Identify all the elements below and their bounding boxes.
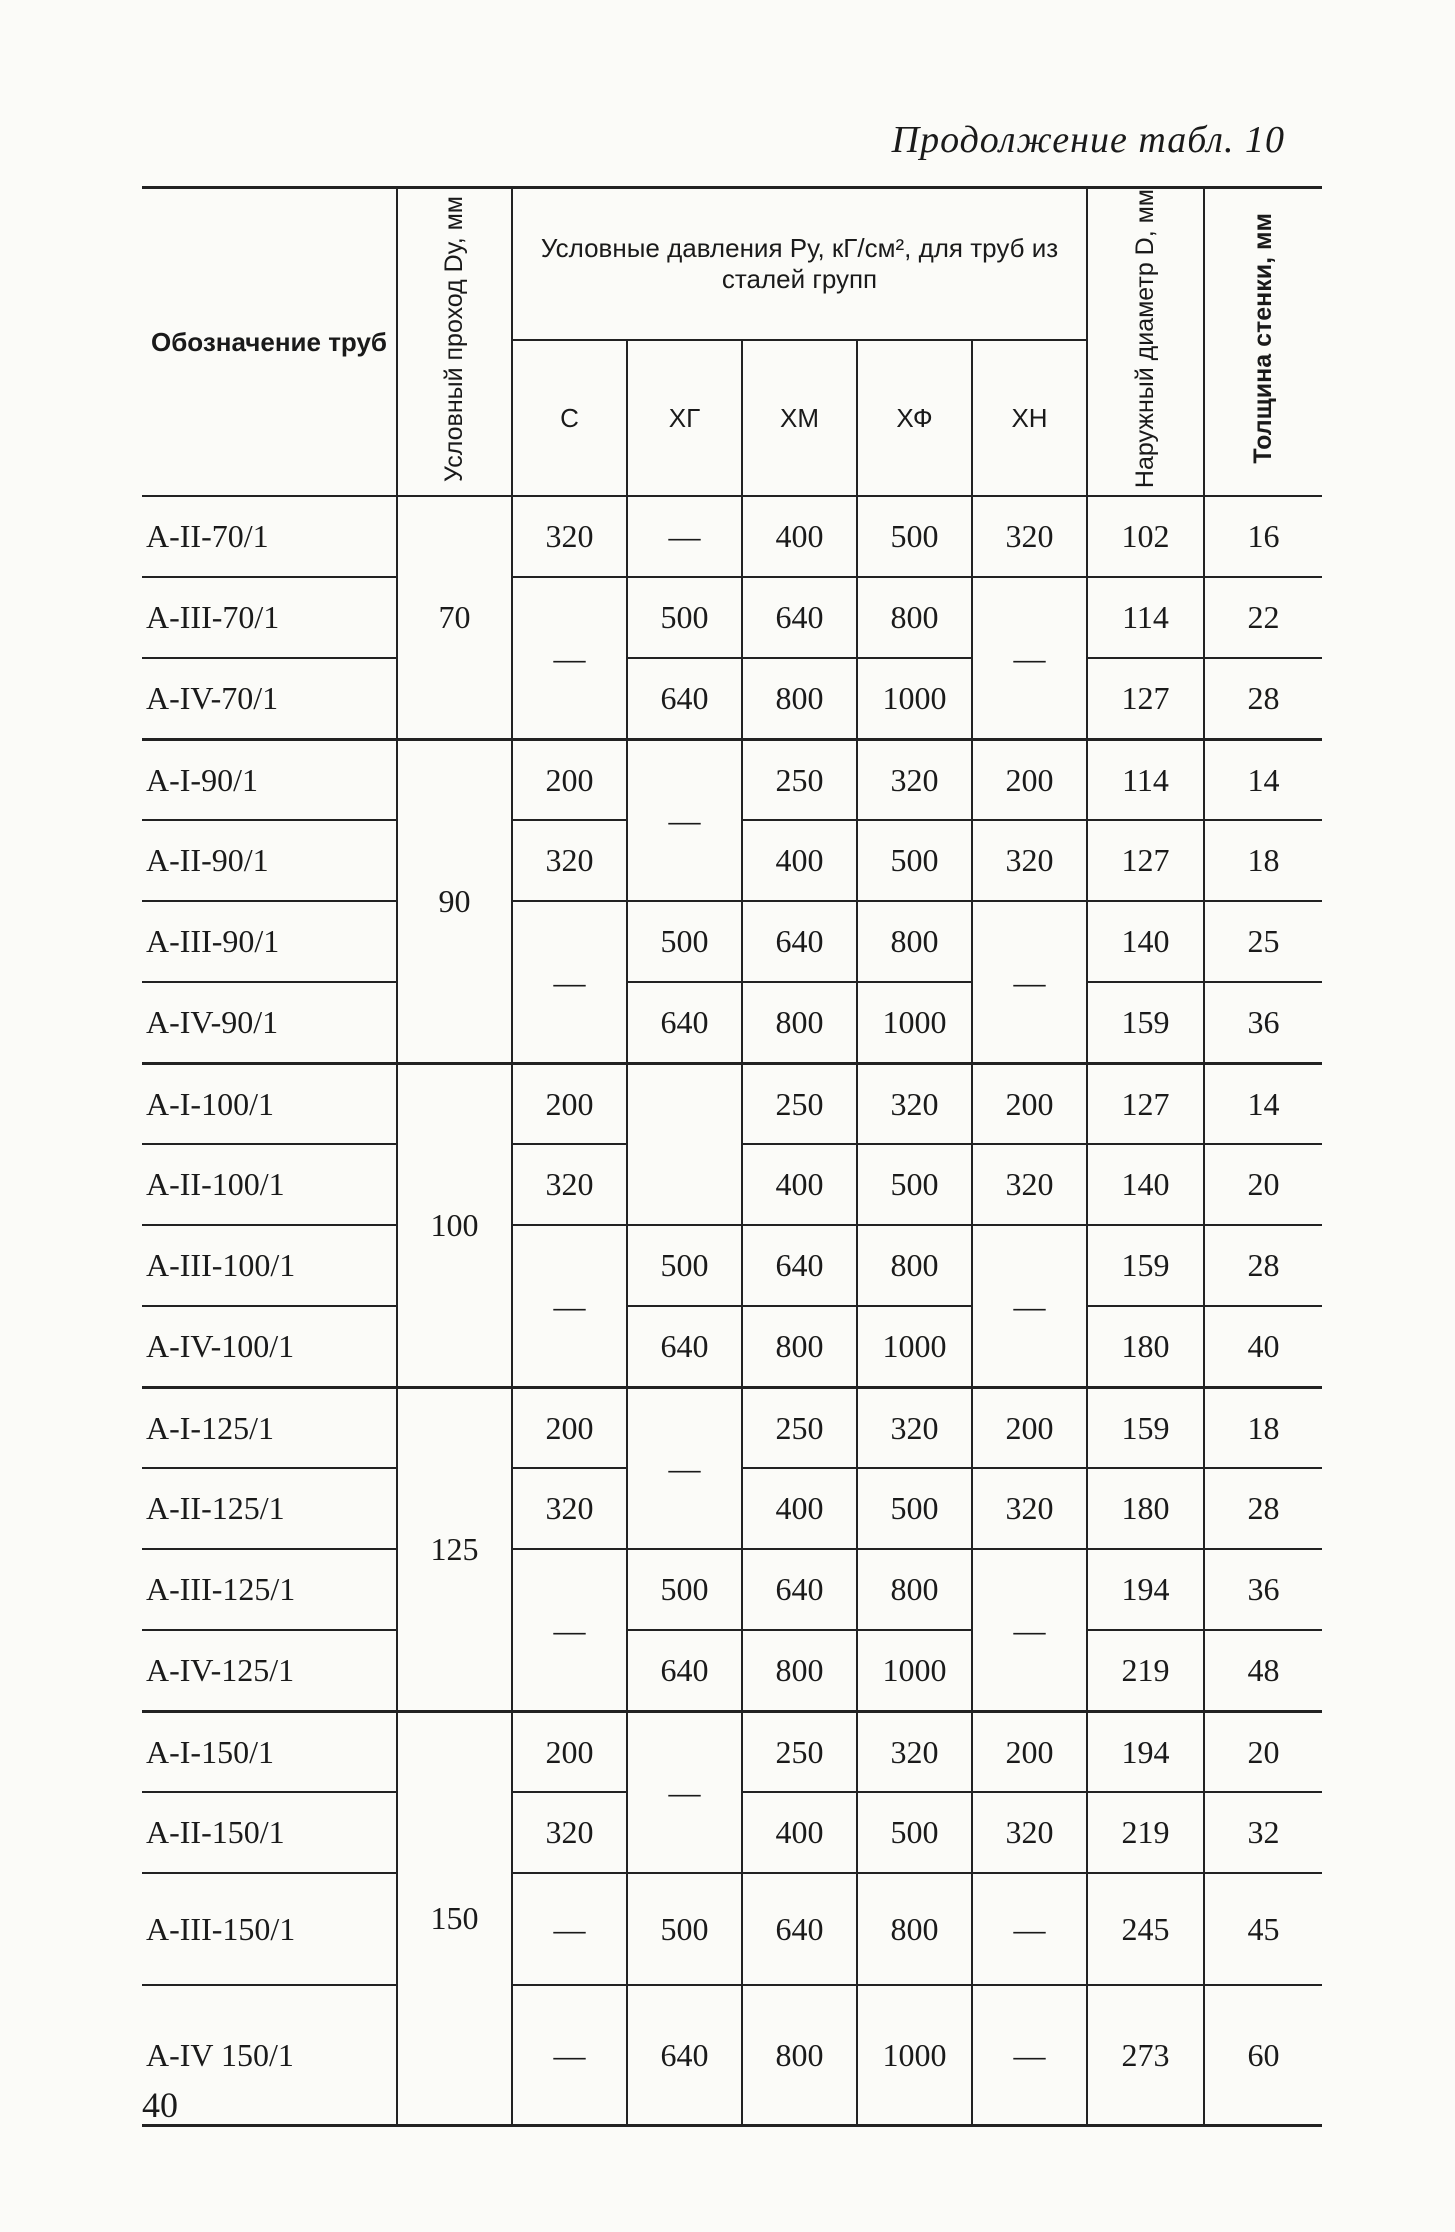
header-group-xg: ХГ: [627, 340, 742, 496]
table-row: [142, 496, 1322, 577]
wall-thickness: 18: [1204, 820, 1322, 901]
pipe-designation: A-II-150/1: [142, 1792, 397, 1873]
outer-diameter: 102: [1087, 496, 1204, 577]
wall-thickness: 14: [1204, 739, 1322, 820]
wall-thickness: 40: [1204, 1306, 1322, 1387]
pressure-xf: 500: [857, 820, 972, 901]
nominal-bore: 90: [397, 739, 512, 1063]
table-row: [142, 739, 1322, 820]
header-wall-thickness: Толщина стенки, мм: [1204, 188, 1322, 497]
outer-diameter: 245: [1087, 1873, 1204, 1985]
pressure-xf: 800: [857, 1225, 972, 1306]
pressure-xg: 640: [627, 982, 742, 1063]
pipe-designation: A-III-70/1: [142, 577, 397, 658]
pressure-xn: 320: [972, 1144, 1087, 1225]
pressure-s: 320: [512, 1792, 627, 1873]
pipe-designation: A-I-125/1: [142, 1387, 397, 1468]
outer-diameter: 159: [1087, 982, 1204, 1063]
pressure-xf: 500: [857, 496, 972, 577]
pipe-designation: A-I-100/1: [142, 1063, 397, 1144]
outer-diameter: 273: [1087, 1985, 1204, 2125]
pressure-xf: 800: [857, 577, 972, 658]
pressure-xm: 800: [742, 658, 857, 739]
pressure-xn: 320: [972, 1468, 1087, 1549]
pressure-xm: 400: [742, 1144, 857, 1225]
pressure-xn: 200: [972, 1387, 1087, 1468]
pressure-xf: 1000: [857, 1985, 972, 2125]
header-group-xm: ХМ: [742, 340, 857, 496]
pressure-xm: 250: [742, 1063, 857, 1144]
pressure-s: 200: [512, 1711, 627, 1792]
pressure-xm: 400: [742, 1792, 857, 1873]
pressure-xf: 320: [857, 1387, 972, 1468]
pressure-xg: 500: [627, 1549, 742, 1630]
outer-diameter: 180: [1087, 1306, 1204, 1387]
pressure-xm: 640: [742, 1225, 857, 1306]
header-group-xf: ХФ: [857, 340, 972, 496]
page-number: 40: [142, 2085, 178, 2125]
pressure-xm: 800: [742, 1630, 857, 1711]
pressure-xf: 1000: [857, 1306, 972, 1387]
nominal-bore: 150: [397, 1711, 512, 2125]
pressure-s: 200: [512, 1387, 627, 1468]
pipe-designation: A-III-150/1: [142, 1873, 397, 1985]
wall-thickness: 48: [1204, 1630, 1322, 1711]
wall-thickness: 14: [1204, 1063, 1322, 1144]
table-row: [142, 1873, 1322, 1985]
pressure-xm: 250: [742, 1387, 857, 1468]
outer-diameter: 114: [1087, 739, 1204, 820]
pipe-designation: A-III-125/1: [142, 1549, 397, 1630]
header-designation: Обозначение труб: [142, 188, 397, 497]
outer-diameter: 180: [1087, 1468, 1204, 1549]
pressure-xn: —: [972, 577, 1087, 739]
pressure-xg: 500: [627, 577, 742, 658]
table-row: [142, 1225, 1322, 1306]
wall-thickness: 36: [1204, 1549, 1322, 1630]
pipe-designation: A-II-70/1: [142, 496, 397, 577]
table-row: [142, 658, 1322, 739]
pressure-xf: 800: [857, 1873, 972, 1985]
pressure-xn: 200: [972, 739, 1087, 820]
pipe-designation: A-IV 150/1: [142, 1985, 397, 2125]
table-caption: Продолжение табл. 10: [891, 119, 1285, 161]
pressure-xf: 1000: [857, 982, 972, 1063]
outer-diameter: 159: [1087, 1225, 1204, 1306]
pressure-s: 200: [512, 739, 627, 820]
pressure-xm: 640: [742, 1873, 857, 1985]
pressure-xm: 400: [742, 820, 857, 901]
pressure-xm: 800: [742, 1985, 857, 2125]
pipe-table-container: [142, 186, 1322, 2127]
header-outer-diameter: Наружный диаметр D, мм: [1087, 188, 1204, 497]
wall-thickness: 28: [1204, 1468, 1322, 1549]
outer-diameter: 140: [1087, 901, 1204, 982]
outer-diameter: 219: [1087, 1792, 1204, 1873]
pressure-xm: 640: [742, 901, 857, 982]
nominal-bore: 70: [397, 496, 512, 739]
pressure-xf: 1000: [857, 1630, 972, 1711]
outer-diameter: 114: [1087, 577, 1204, 658]
wall-thickness: 60: [1204, 1985, 1322, 2125]
pipe-designation: A-II-90/1: [142, 820, 397, 901]
pressure-xn: —: [972, 1873, 1087, 1985]
pressure-xm: 250: [742, 739, 857, 820]
wall-thickness: 36: [1204, 982, 1322, 1063]
outer-diameter: 140: [1087, 1144, 1204, 1225]
nominal-bore: 125: [397, 1387, 512, 1711]
outer-diameter: 127: [1087, 1063, 1204, 1144]
pressure-xf: 500: [857, 1792, 972, 1873]
pressure-xm: 640: [742, 577, 857, 658]
pressure-xn: —: [972, 1549, 1087, 1711]
header-group-s: С: [512, 340, 627, 496]
pipe-designation: A-II-100/1: [142, 1144, 397, 1225]
pressure-xn: —: [972, 901, 1087, 1063]
nominal-bore: 100: [397, 1063, 512, 1387]
wall-thickness: 22: [1204, 577, 1322, 658]
outer-diameter: 159: [1087, 1387, 1204, 1468]
wall-thickness: 28: [1204, 1225, 1322, 1306]
pressure-xm: 800: [742, 1306, 857, 1387]
pressure-xg: —: [627, 496, 742, 577]
pressure-xg: —: [627, 1387, 742, 1549]
table-row: [142, 901, 1322, 982]
pressure-s: —: [512, 1985, 627, 2125]
outer-diameter: 127: [1087, 820, 1204, 901]
pressure-xf: 320: [857, 739, 972, 820]
pressure-s: —: [512, 1225, 627, 1387]
pipe-designation: A-IV-90/1: [142, 982, 397, 1063]
pressure-xm: 640: [742, 1549, 857, 1630]
pressure-xm: 400: [742, 1468, 857, 1549]
pressure-s: 320: [512, 1468, 627, 1549]
pressure-xf: 320: [857, 1711, 972, 1792]
pressure-xg: 640: [627, 658, 742, 739]
pressure-xg: —: [627, 739, 742, 901]
wall-thickness: 25: [1204, 901, 1322, 982]
pipe-designation: A-III-100/1: [142, 1225, 397, 1306]
pressure-xf: 1000: [857, 658, 972, 739]
pressure-xg: 640: [627, 1985, 742, 2125]
pressure-xg: 640: [627, 1630, 742, 1711]
pressure-xn: —: [972, 1985, 1087, 2125]
pressure-xn: 320: [972, 496, 1087, 577]
table-row: [142, 1630, 1322, 1711]
pressure-xg: 640: [627, 1306, 742, 1387]
pressure-xg: 500: [627, 901, 742, 982]
wall-thickness: 28: [1204, 658, 1322, 739]
outer-diameter: 127: [1087, 658, 1204, 739]
pressure-xg: 500: [627, 1873, 742, 1985]
pressure-s: 320: [512, 820, 627, 901]
table-row: [142, 1711, 1322, 1792]
pressure-xf: 500: [857, 1144, 972, 1225]
pipe-designation: A-IV-125/1: [142, 1630, 397, 1711]
pressure-s: —: [512, 901, 627, 1063]
pressure-xm: 800: [742, 982, 857, 1063]
pressure-xg: [627, 1063, 742, 1225]
header-pressure-group: Условные давления Pу, кГ/см², для труб из сталей групп: [512, 188, 1087, 341]
pressure-s: 320: [512, 496, 627, 577]
table-row: [142, 1985, 1322, 2125]
pressure-xf: 500: [857, 1468, 972, 1549]
pipe-designation: A-I-90/1: [142, 739, 397, 820]
pressure-s: —: [512, 1549, 627, 1711]
pipe-designation: A-III-90/1: [142, 901, 397, 982]
wall-thickness: 45: [1204, 1873, 1322, 1985]
header-nominal-bore: Условный проход Dу, мм: [397, 188, 512, 497]
pressure-s: —: [512, 1873, 627, 1985]
pipe-designation: A-I-150/1: [142, 1711, 397, 1792]
wall-thickness: 18: [1204, 1387, 1322, 1468]
pressure-xg: 500: [627, 1225, 742, 1306]
table-row: [142, 1549, 1322, 1630]
pressure-xn: 320: [972, 1792, 1087, 1873]
pressure-xf: 800: [857, 1549, 972, 1630]
pipe-designation: A-IV-100/1: [142, 1306, 397, 1387]
pipe-designation: A-IV-70/1: [142, 658, 397, 739]
pressure-xn: 320: [972, 820, 1087, 901]
outer-diameter: 194: [1087, 1549, 1204, 1630]
wall-thickness: 16: [1204, 496, 1322, 577]
table-row: [142, 1063, 1322, 1144]
table-row: [142, 577, 1322, 658]
pressure-xm: 400: [742, 496, 857, 577]
outer-diameter: 194: [1087, 1711, 1204, 1792]
table-row: [142, 1387, 1322, 1468]
pipe-designation: A-II-125/1: [142, 1468, 397, 1549]
pipe-table: [142, 186, 1322, 2127]
wall-thickness: 32: [1204, 1792, 1322, 1873]
pressure-xn: 200: [972, 1063, 1087, 1144]
table-row: [142, 1306, 1322, 1387]
pressure-s: 320: [512, 1144, 627, 1225]
table-row: [142, 982, 1322, 1063]
pressure-xn: 200: [972, 1711, 1087, 1792]
wall-thickness: 20: [1204, 1711, 1322, 1792]
pressure-xm: 250: [742, 1711, 857, 1792]
pressure-xg: —: [627, 1711, 742, 1873]
outer-diameter: 219: [1087, 1630, 1204, 1711]
pressure-s: —: [512, 577, 627, 739]
pressure-s: 200: [512, 1063, 627, 1144]
pressure-xn: —: [972, 1225, 1087, 1387]
pressure-xf: 320: [857, 1063, 972, 1144]
header-group-xn: ХН: [972, 340, 1087, 496]
pressure-xf: 800: [857, 901, 972, 982]
wall-thickness: 20: [1204, 1144, 1322, 1225]
